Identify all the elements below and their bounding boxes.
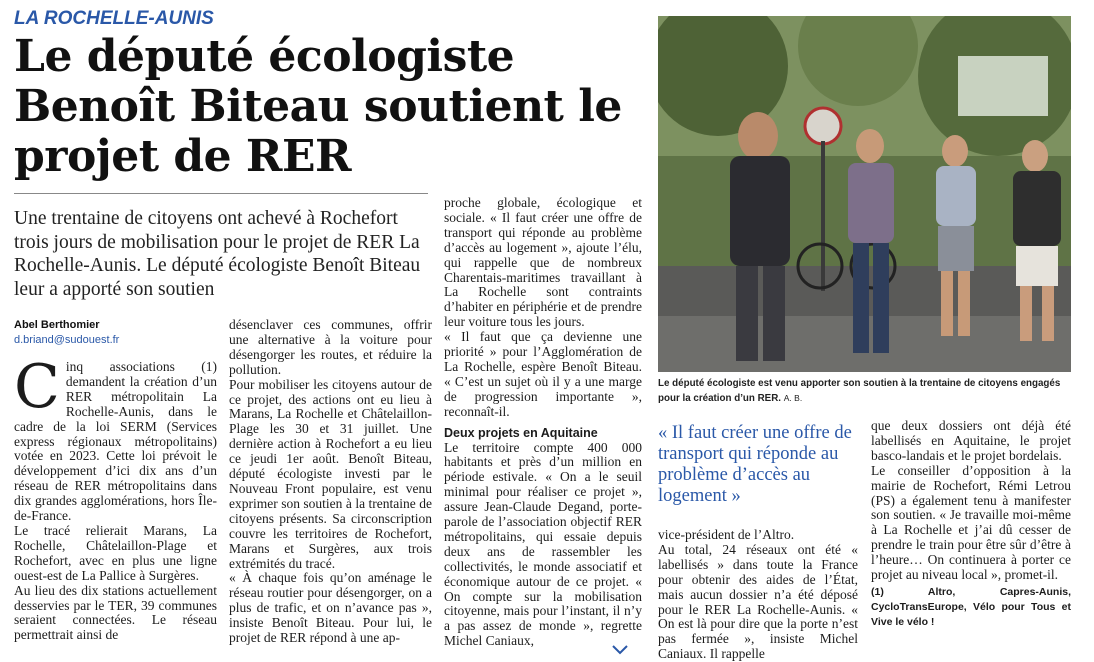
- footnote: (1) Altro, Capres-Aunis, CycloTransEurope, Vélo pour Tous et Vive le vélo !: [871, 585, 1071, 628]
- paragraph: Le tracé relierait Marans, La Rochelle, Châtelaillon-Plage et Rochefort, avec en plus une ligne ouest-est de La Pallice à Surgères.: [14, 522, 217, 583]
- caption-text: Le député écologiste est venu apporter son soutien à la trentaine de citoyens engagés pour la création d’un RER.: [658, 378, 1061, 404]
- author-name: Abel Berthomier: [14, 319, 100, 331]
- body-column-4: [658, 528, 858, 662]
- paragraph: proche globale, écologique et sociale. « Il faut créer une offre de transport qui réponde au problème d’accès au logement », ajoute l’élu, qui rappelle que de nombreux Charentais-maritimes travaillant à La Rochelle sont contraints d’habiter en périphérie et de prendre leur voiture tous les jours.: [444, 195, 642, 330]
- paragraph-text: inq associations (1) demandent la création d’un RER métropolitain La Rochelle-Aunis, dans le cadre de la loi SERM (Services express régionaux métropolitains) votée en 2023. Cette loi prévoit le développement d’ici dix ans d’un réseau de RER métropolitains dans dix grandes agglomérations, hors Île-de-France.: [14, 359, 217, 524]
- paragraph: « À chaque fois qu’on aménage le réseau routier pour désengorger, on a plus de trafic, et on n’avance pas », insiste Benoît Biteau. Pour lui, le projet de RER répond à une ap-: [229, 570, 432, 646]
- photo-credit: A. B.: [783, 393, 803, 403]
- paragraph: Au total, 24 réseaux ont été « labellisés » dans toute la France pour obtenir des aides de l’État, mais aucun dossier n’a été déposé pour le RER La Rochelle-Aunis. « On est là pour dire que la porte n’est pas fermée », insiste Michel Caniaux. Il rappelle: [658, 541, 858, 662]
- paragraph: Le territoire compte 400 000 habitants et près d’un million en période estivale. « On a le seuil minimal pour réaliser ce projet », assure Jean-Claude Degand, porte-parole de l’association objectif RER métropolitains, qui essaie depuis deux ans de rassembler les collectivités, le monde associatif et économique autour de ce projet. « On compte sur la mobilisation citoyenne, mais pour l’instant, il n’y a pas assez de monde », regrette Michel Caniaux,: [444, 439, 642, 649]
- paragraph: désenclaver ces communes, offrir une alternative à la voiture pour désengorger les routes, et réduire la pollution.: [229, 317, 432, 377]
- divider: [14, 193, 428, 194]
- paragraph: que deux dossiers ont déjà été labellisés en Aquitaine, le projet basco-landais et le projet bordelais.: [871, 418, 1071, 463]
- author-email[interactable]: d.briand@sudouest.fr: [14, 334, 120, 346]
- paragraph: Le conseiller d’opposition à la mairie de Rochefort, Rémi Letrou (PS) a également tenu à manifester son soutien. « Je travaille moi-même à La Rochelle et j’ai dû cesser de prendre le train pour être sûr d’être à l’heure… On continuera à porter ce projet au niveau local », promet-il.: [871, 462, 1071, 583]
- body-column-5: [871, 419, 1071, 630]
- body-column-3: [444, 196, 642, 649]
- byline: [14, 318, 219, 348]
- dropcap: C: [14, 352, 60, 422]
- paragraph: Pour mobiliser les citoyens autour de ce projet, des actions ont eu lieu à Marans, La Rochelle et Châtelaillon-Plage les 30 et 31 juillet. Une dernière action à Rochefort a eu lieu ce jeudi 1er août. Benoît Biteau, député écologiste investi par le Nouveau Front populaire, est venu exprimer son soutien à la trentaine de citoyens présents. Sa circonscription couvre les territoires de Rochefort, Marans et Surgères, aux trois extrémités du tracé.: [229, 376, 432, 571]
- paragraph: vice-président de l’Altro.: [658, 527, 795, 542]
- paragraph: « Il faut que ça devienne une priorité » pour l’Agglomération de La Rochelle, espère Benoît Biteau. « C’est un sujet où il y a une marge de progression importante », reconnaît-il.: [444, 329, 642, 419]
- article-photo: [658, 16, 1071, 372]
- subheading: Deux projets en Aquitaine: [444, 425, 598, 440]
- pull-quote: « Il faut créer une offre de transport qui réponde au problème d’accès au logement »: [658, 423, 852, 506]
- body-column-2: [229, 318, 432, 646]
- headline: Le député écologiste Benoît Biteau soutient le projet de RER: [14, 31, 622, 182]
- body-column-1: [14, 352, 217, 643]
- paragraph: [14, 352, 217, 524]
- lede: Une trentaine de citoyens ont achevé à Rochefort trois jours de mobilisation pour le projet de RER La Rochelle-Aunis. Le député écologiste Benoît Biteau leur a apporté son soutien: [14, 208, 421, 300]
- chevron-down-icon[interactable]: [608, 642, 632, 658]
- photo-caption: [658, 377, 1071, 406]
- paragraph: Au lieu des dix stations actuellement desservies par le TER, 39 communes seraient connectées. Le réseau permettrait ainsi de: [14, 582, 217, 643]
- photo-illustration: [658, 16, 1071, 372]
- kicker: LA ROCHELLE-AUNIS: [14, 8, 214, 29]
